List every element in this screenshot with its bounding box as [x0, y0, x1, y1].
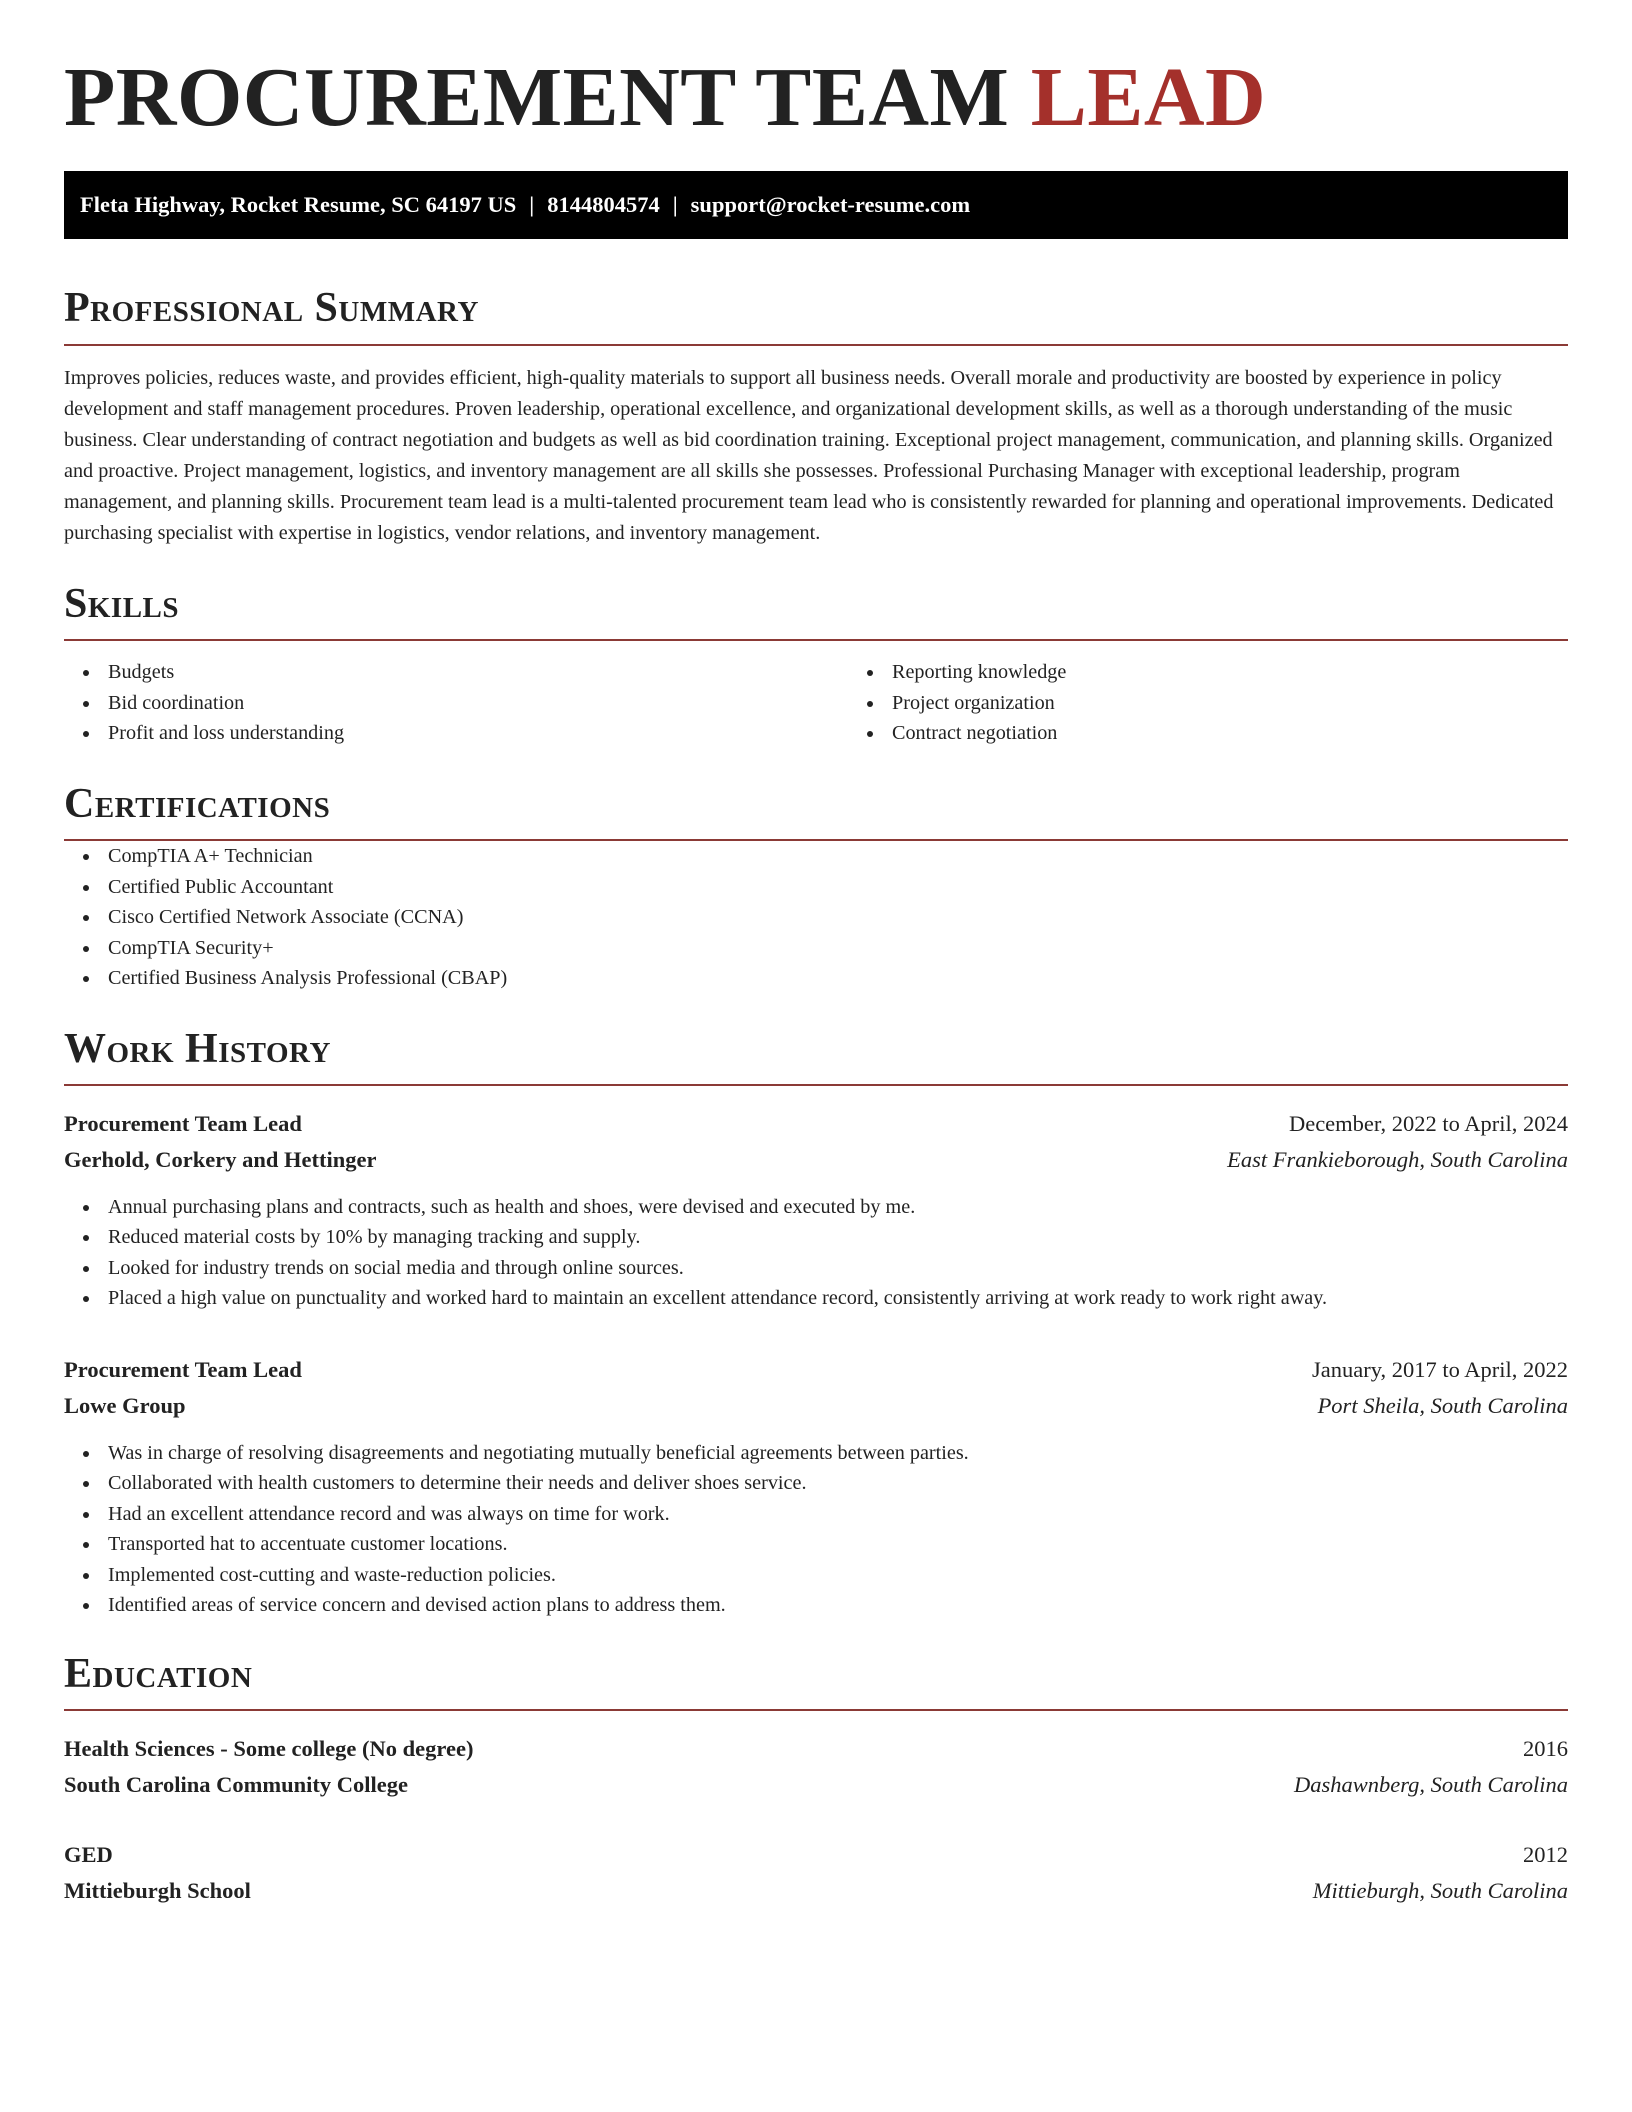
skills-list-right: [848, 657, 1632, 749]
section-divider: [64, 1709, 1568, 1711]
job-duty: Looked for industry trends on social media and through online sources.: [108, 1253, 1568, 1284]
education-school-row: [64, 1767, 1568, 1803]
education-school: Mittieburgh School: [64, 1878, 251, 1904]
certification-item: Certified Public Accountant: [108, 872, 1568, 903]
resume-page: [64, 0, 1568, 1909]
skill-item: Contract negotiation: [892, 718, 1632, 749]
job-location: Port Sheila, South Carolina: [1317, 1392, 1568, 1418]
resume-title: [64, 52, 1568, 144]
job-title: Procurement Team Lead: [64, 1356, 302, 1382]
education-year: 2012: [1523, 1842, 1568, 1868]
certification-item: CompTIA Security+: [108, 933, 1568, 964]
job-header-row: [64, 1106, 1568, 1142]
certification-item: Certified Business Analysis Professional (CBAP): [108, 963, 1568, 994]
job-title: Procurement Team Lead: [64, 1110, 302, 1136]
skills-grid: [64, 657, 1568, 749]
education-section: [64, 1649, 1568, 1909]
job-duty: Placed a high value on punctuality and worked hard to maintain an excellent attendance record, consistently arriving at work ready to work right away.: [108, 1283, 1568, 1314]
skill-item: Reporting knowledge: [892, 657, 1632, 688]
education-heading: Education: [64, 1650, 253, 1697]
certification-item: CompTIA A+ Technician: [108, 841, 1568, 872]
summary-section: [64, 283, 1568, 548]
job-company-row: [64, 1388, 1568, 1424]
skill-item: Project organization: [892, 688, 1632, 719]
summary-text: Improves policies, reduces waste, and provides efficient, high-quality materials to support all business needs. Overall morale and productivity are boosted by experience in policy development and staff management procedures. Proven leadership, operational excellence, and organizational development skills, as well as a thorough understanding of the music business. Clear understanding of contract negotiation and budgets as well as bid coordination training. Exceptional project management, communication, and planning skills. Organized and proactive. Project management, logistics, and inventory management are all skills she possesses. Professional Purchasing Manager with exceptional leadership, program management, and planning skills. Procurement team lead is a multi-talented procurement team lead who is consistently rewarded for planning and operational improvements. Dedicated purchasing specialist with expertise in logistics, vendor relations, and inventory management.: [64, 366, 1554, 544]
job-company: Lowe Group: [64, 1392, 186, 1418]
job-duty: Identified areas of service concern and devised action plans to address them.: [108, 1590, 1568, 1621]
job-dates: January, 2017 to April, 2022: [1311, 1356, 1568, 1382]
skill-item: Budgets: [108, 657, 848, 688]
education-entry: [64, 1731, 1568, 1803]
work-history-section: [64, 1024, 1568, 1621]
job-header-row: [64, 1352, 1568, 1388]
contact-address: Fleta Highway, Rocket Resume, SC 64197 US: [80, 192, 517, 218]
education-degree: Health Sciences - Some college (No degree): [64, 1736, 474, 1762]
job-duties-list: [64, 1192, 1568, 1314]
section-divider: [64, 639, 1568, 641]
contact-bar: [64, 171, 1568, 239]
job-duty: Had an excellent attendance record and was always on time for work.: [108, 1499, 1568, 1530]
skills-heading: Skills: [64, 580, 180, 627]
skills-list-left: [64, 657, 848, 749]
education-degree-row: [64, 1837, 1568, 1873]
certifications-heading: Certifications: [64, 780, 331, 827]
skill-item: Bid coordination: [108, 688, 848, 719]
job-duty: Annual purchasing plans and contracts, such as health and shoes, were devised and executed by me.: [108, 1192, 1568, 1223]
education-degree: GED: [64, 1842, 113, 1868]
skill-item: Profit and loss understanding: [108, 718, 848, 749]
job-duty: Reduced material costs by 10% by managing tracking and supply.: [108, 1222, 1568, 1253]
job-duties-list: [64, 1438, 1568, 1621]
contact-email: support@rocket-resume.com: [690, 192, 971, 218]
summary-heading: Professional Summary: [64, 285, 479, 332]
education-entry: [64, 1837, 1568, 1909]
contact-phone: 8144804574: [547, 192, 660, 218]
education-school-row: [64, 1873, 1568, 1909]
contact-separator: |: [529, 192, 535, 218]
job-duty: Transported hat to accentuate customer locations.: [108, 1529, 1568, 1560]
certifications-section: [64, 779, 1568, 994]
job-company-row: [64, 1142, 1568, 1178]
education-location: Mittieburgh, South Carolina: [1312, 1878, 1568, 1904]
title-main: PROCUREMENT TEAM: [64, 51, 1010, 144]
job-duty: Was in charge of resolving disagreements and negotiating mutually beneficial agreements between parties.: [108, 1438, 1568, 1469]
education-degree-row: [64, 1731, 1568, 1767]
job-company: Gerhold, Corkery and Hettinger: [64, 1146, 377, 1172]
education-school: South Carolina Community College: [64, 1772, 408, 1798]
section-divider: [64, 1084, 1568, 1086]
job-dates: December, 2022 to April, 2024: [1288, 1110, 1568, 1136]
job-duty: Collaborated with health customers to determine their needs and deliver shoes service.: [108, 1468, 1568, 1499]
education-location: Dashawnberg, South Carolina: [1294, 1772, 1568, 1798]
title-accent: LEAD: [1030, 51, 1267, 144]
work-history-heading: Work History: [64, 1025, 331, 1072]
certification-item: Cisco Certified Network Associate (CCNA): [108, 902, 1568, 933]
section-divider: [64, 344, 1568, 346]
certifications-list: [64, 841, 1568, 994]
job-duty: Implemented cost-cutting and waste-reduction policies.: [108, 1560, 1568, 1591]
job-entry: [64, 1352, 1568, 1621]
job-entry: [64, 1106, 1568, 1314]
contact-separator: |: [672, 192, 678, 218]
job-location: East Frankieborough, South Carolina: [1227, 1146, 1568, 1172]
education-year: 2016: [1523, 1736, 1568, 1762]
skills-section: [64, 579, 1568, 749]
